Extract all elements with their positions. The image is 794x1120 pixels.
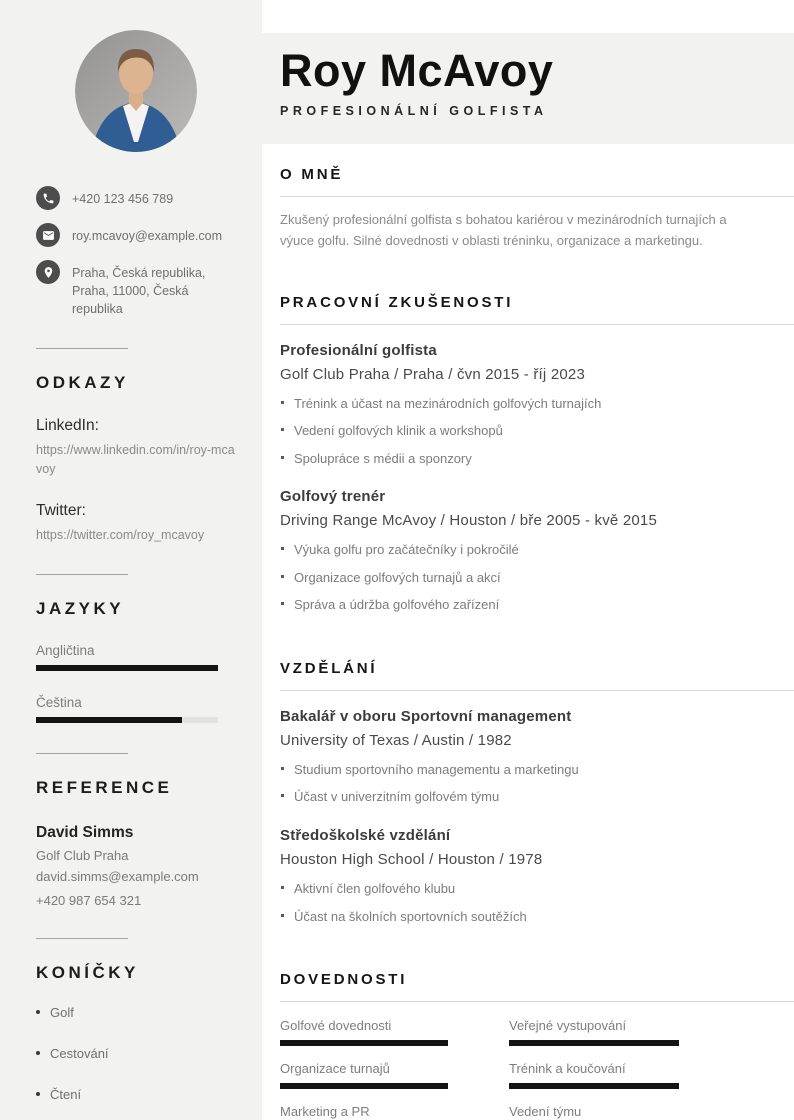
email-icon [36, 223, 60, 247]
location-icon [36, 260, 60, 284]
education-meta: University of Texas / Austin / 1982 [280, 731, 512, 749]
reference-name: David Simms [36, 823, 134, 841]
hobby-item: Cestování [36, 1046, 236, 1061]
job-entry [280, 342, 794, 468]
sidebar-divider [36, 348, 128, 349]
skill-item [280, 1104, 448, 1120]
job-title: Profesionální golfista [280, 341, 437, 359]
job-meta: Golf Club Praha / Praha / čvn 2015 - říj 2023 [280, 365, 585, 383]
job-entry [280, 488, 794, 614]
section-experience [262, 294, 794, 614]
job-bullet: Organizace golfových turnajů a akcí [280, 569, 794, 587]
education-bullet: Studium sportovního managementu a marketingu [280, 761, 794, 779]
skill-item [509, 1018, 679, 1046]
job-meta: Driving Range McAvoy / Houston / bře 2005 - kvě 2015 [280, 512, 657, 530]
address-value: Praha, Česká republika, Praha, 11000, Česká republika [72, 266, 206, 317]
education-title: Bakalář v oboru Sportovní management [280, 707, 572, 725]
language-item [36, 643, 236, 671]
job-bullet: Správa a údržba golfového zařízení [280, 596, 794, 614]
skill-name: Trénink a koučování [509, 1061, 626, 1077]
about-heading: O MNĚ [280, 166, 794, 197]
contact-block [36, 186, 236, 318]
education-bullets [280, 880, 794, 925]
education-bullet: Účast v univerzitním golfovém týmu [280, 788, 794, 806]
section-education [262, 660, 794, 925]
phone-value: +420 123 456 789 [72, 192, 174, 206]
job-bullets [280, 395, 794, 468]
education-heading: VZDĚLÁNÍ [280, 660, 794, 691]
language-item [36, 695, 236, 723]
hobby-list [36, 1005, 236, 1102]
language-name: Čeština [36, 694, 82, 710]
skill-level-track [280, 1083, 448, 1089]
hobby-item: Čtení [36, 1087, 236, 1102]
linkedin-url[interactable]: https://www.linkedin.com/in/roy-mcavoy [36, 443, 235, 476]
person-title: PROFESIONÁLNÍ GOLFISTA [280, 103, 548, 118]
reference-phone: +420 987 654 321 [36, 892, 142, 908]
hobbies-heading: KONÍČKY [36, 962, 139, 982]
skill-level-track [509, 1083, 679, 1089]
reference-company: Golf Club Praha [36, 847, 129, 863]
job-bullet: Výuka golfu pro začátečníky i pokročilé [280, 541, 794, 559]
skill-name: Vedení týmu [509, 1104, 582, 1120]
sidebar-divider [36, 938, 128, 939]
skills-heading: DOVEDNOSTI [280, 971, 794, 1002]
skill-item [280, 1061, 448, 1089]
links-heading: ODKAZY [36, 373, 129, 393]
education-meta: Houston High School / Houston / 1978 [280, 850, 543, 868]
languages-heading: JAZYKY [36, 598, 125, 618]
experience-heading: PRACOVNÍ ZKUŠENOSTI [280, 294, 794, 325]
twitter-label: Twitter: [36, 501, 86, 519]
linkedin-label: LinkedIn: [36, 417, 99, 435]
education-title: Středoškolské vzdělání [280, 826, 451, 844]
link-item-twitter [36, 502, 236, 544]
reference-email[interactable]: david.simms@example.com [36, 868, 199, 884]
sidebar-divider [36, 753, 128, 754]
hobby-item: Golf [36, 1005, 236, 1020]
reference-heading: REFERENCE [36, 777, 173, 797]
skill-level-bar [280, 1040, 448, 1046]
skill-level-bar [509, 1040, 679, 1046]
job-bullet: Spolupráce s médii a sponzory [280, 450, 794, 468]
language-level-track [36, 717, 218, 723]
skill-level-track [280, 1040, 448, 1046]
skills-grid [280, 1018, 794, 1120]
about-text: Zkušený profesionální golfista s bohatou kariérou v mezinárodních turnajích a výuce golfu. Silné dovednosti v oblasti tréninku, organizace a marketingu. [280, 212, 727, 248]
job-bullet: Vedení golfových klinik a workshopů [280, 422, 794, 440]
education-bullet: Účast na školních sportovních soutěžích [280, 908, 794, 926]
skill-name: Veřejné vystupování [509, 1018, 627, 1034]
contact-address-row [36, 260, 236, 318]
education-entry [280, 827, 794, 925]
skill-level-bar [280, 1083, 448, 1089]
main-column [262, 0, 794, 1120]
skill-item [280, 1018, 448, 1046]
link-item-linkedin [36, 417, 236, 477]
language-level-bar [36, 665, 218, 671]
phone-icon [36, 186, 60, 210]
education-entry [280, 708, 794, 806]
header-band [262, 33, 794, 144]
contact-email-row [36, 223, 236, 247]
education-bullets [280, 761, 794, 806]
section-about [262, 166, 794, 252]
email-value[interactable]: roy.mcavoy@example.com [72, 229, 222, 243]
skill-item [509, 1061, 679, 1089]
skill-level-bar [509, 1083, 679, 1089]
job-bullet: Trénink a účast na mezinárodních golfových turnajích [280, 395, 794, 413]
reference-block [36, 824, 236, 908]
twitter-url[interactable]: https://twitter.com/roy_mcavoy [36, 527, 205, 542]
skill-item [509, 1104, 679, 1120]
avatar-photo-placeholder [75, 30, 197, 152]
language-level-bar [36, 717, 182, 723]
job-title: Golfový trenér [280, 488, 386, 506]
contact-phone-row [36, 186, 236, 210]
skill-name: Organizace turnajů [280, 1061, 390, 1077]
language-level-track [36, 665, 218, 671]
skill-name: Marketing a PR [280, 1104, 370, 1120]
education-bullet: Aktivní člen golfového klubu [280, 880, 794, 898]
section-skills [262, 971, 794, 1120]
skill-name: Golfové dovednosti [280, 1018, 392, 1034]
person-name: Roy McAvoy [280, 45, 554, 96]
job-bullets [280, 541, 794, 614]
sidebar-divider [36, 574, 128, 575]
sidebar [0, 0, 262, 1120]
avatar [75, 30, 197, 152]
skill-level-track [509, 1040, 679, 1046]
language-name: Angličtina [36, 642, 95, 658]
